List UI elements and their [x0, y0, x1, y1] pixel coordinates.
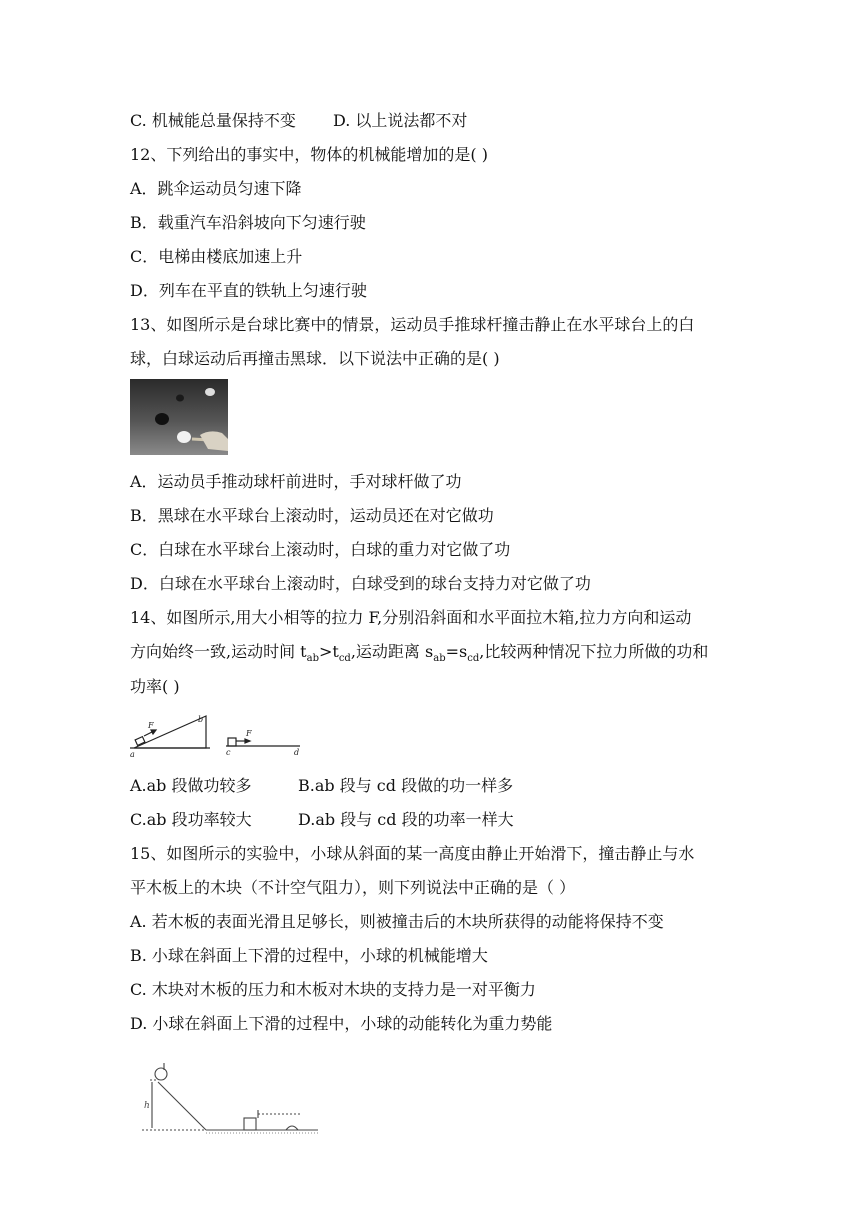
- white-ball: [177, 431, 191, 443]
- q14-option-b: B.ab 段与 cd 段做的功一样多: [298, 776, 514, 795]
- label-F-incline: F: [148, 721, 154, 730]
- q13-option-b: B．黑球在水平球台上滚动时，运动员还在对它做功: [130, 506, 494, 525]
- q12-option-b: B．载重汽车沿斜坡向下匀速行驶: [130, 213, 366, 232]
- q13-stem-line2: 球，白球运动后再撞击黑球．以下说法中正确的是( ): [130, 349, 500, 368]
- q15-stem-line1: 15、如图所示的实验中，小球从斜面的某一高度由静止开始滑下，撞击静止与水: [130, 844, 695, 863]
- label-d: d: [294, 748, 300, 757]
- black-ball-far: [176, 395, 184, 402]
- q13-option-a: A．运动员手推动球杆前进时，手对球杆做了功: [130, 472, 462, 491]
- q14-option-c: C.ab 段功率较大: [130, 810, 252, 829]
- billiards-photo: [130, 379, 228, 455]
- label-h: h: [144, 1101, 150, 1111]
- q13-stem-line1: 13、如图所示是台球比赛中的情景，运动员手推球杆撞击静止在水平球台上的白: [130, 315, 695, 334]
- label-b: b: [198, 715, 204, 724]
- q13-option-c: C．白球在水平球台上滚动时，白球的重力对它做了功: [130, 540, 511, 559]
- ramp: [158, 1082, 206, 1130]
- q12-stem: 12、下列给出的事实中，物体的机械能增加的是( ): [130, 145, 488, 164]
- incline-triangle: [134, 716, 206, 748]
- q13-option-d: D．白球在水平球台上滚动时，白球受到的球台支持力对它做了功: [130, 574, 591, 593]
- q15-option-d: D. 小球在斜面上下滑的过程中，小球的动能转化为重力势能: [130, 1014, 553, 1033]
- q12-option-c: C．电梯由楼底加速上升: [130, 247, 303, 266]
- label-F-flat: F: [246, 729, 252, 738]
- q14-stem-line2: 方向始终一致,运动时间 $t_{ab}>t_{cd}$,运动距离 $s_{ab}=s_{cd}$,比较两种情况下拉力所做的功和: [130, 642, 709, 665]
- label-c: c: [226, 748, 231, 757]
- label-a: a: [130, 750, 135, 759]
- white-ball-far: [205, 388, 215, 396]
- q11-option-c: C. 机械能总量保持不变: [130, 111, 296, 130]
- q15-option-b: B. 小球在斜面上下滑的过程中，小球的机械能增大: [130, 946, 488, 965]
- q14-option-a: A.ab 段做功较多: [130, 776, 252, 795]
- q14-stem-line3: 功率( ): [130, 677, 180, 696]
- wood-block: [244, 1118, 256, 1130]
- incline-and-flat-diagram: [130, 708, 310, 760]
- q11-option-d: D. 以上说法都不对: [333, 111, 468, 130]
- ball: [155, 1068, 167, 1080]
- box-on-flat: [228, 738, 236, 746]
- q14-stem-line1: 14、如图所示,用大小相等的拉力 F,分别沿斜面和水平面拉木箱,拉力方向和运动: [130, 608, 692, 627]
- black-ball: [155, 413, 169, 425]
- q15-stem-line2: 平木板上的木块（不计空气阻力），则下列说法中正确的是（ ）: [130, 878, 576, 897]
- q14-option-d: D.ab 段与 cd 段的功率一样大: [298, 810, 514, 829]
- ball-ramp-block-diagram: [140, 1062, 330, 1140]
- q12-option-d: D．列车在平直的铁轨上匀速行驶: [130, 281, 367, 300]
- block-rest-mark: [286, 1126, 298, 1130]
- q15-option-c: C. 木块对木板的压力和木板对木块的支持力是一对平衡力: [130, 980, 536, 999]
- q12-option-a: A．跳伞运动员匀速下降: [130, 179, 302, 198]
- q15-option-a: A. 若木板的表面光滑且足够长，则被撞击后的木块所获得的动能将保持不变: [130, 912, 664, 931]
